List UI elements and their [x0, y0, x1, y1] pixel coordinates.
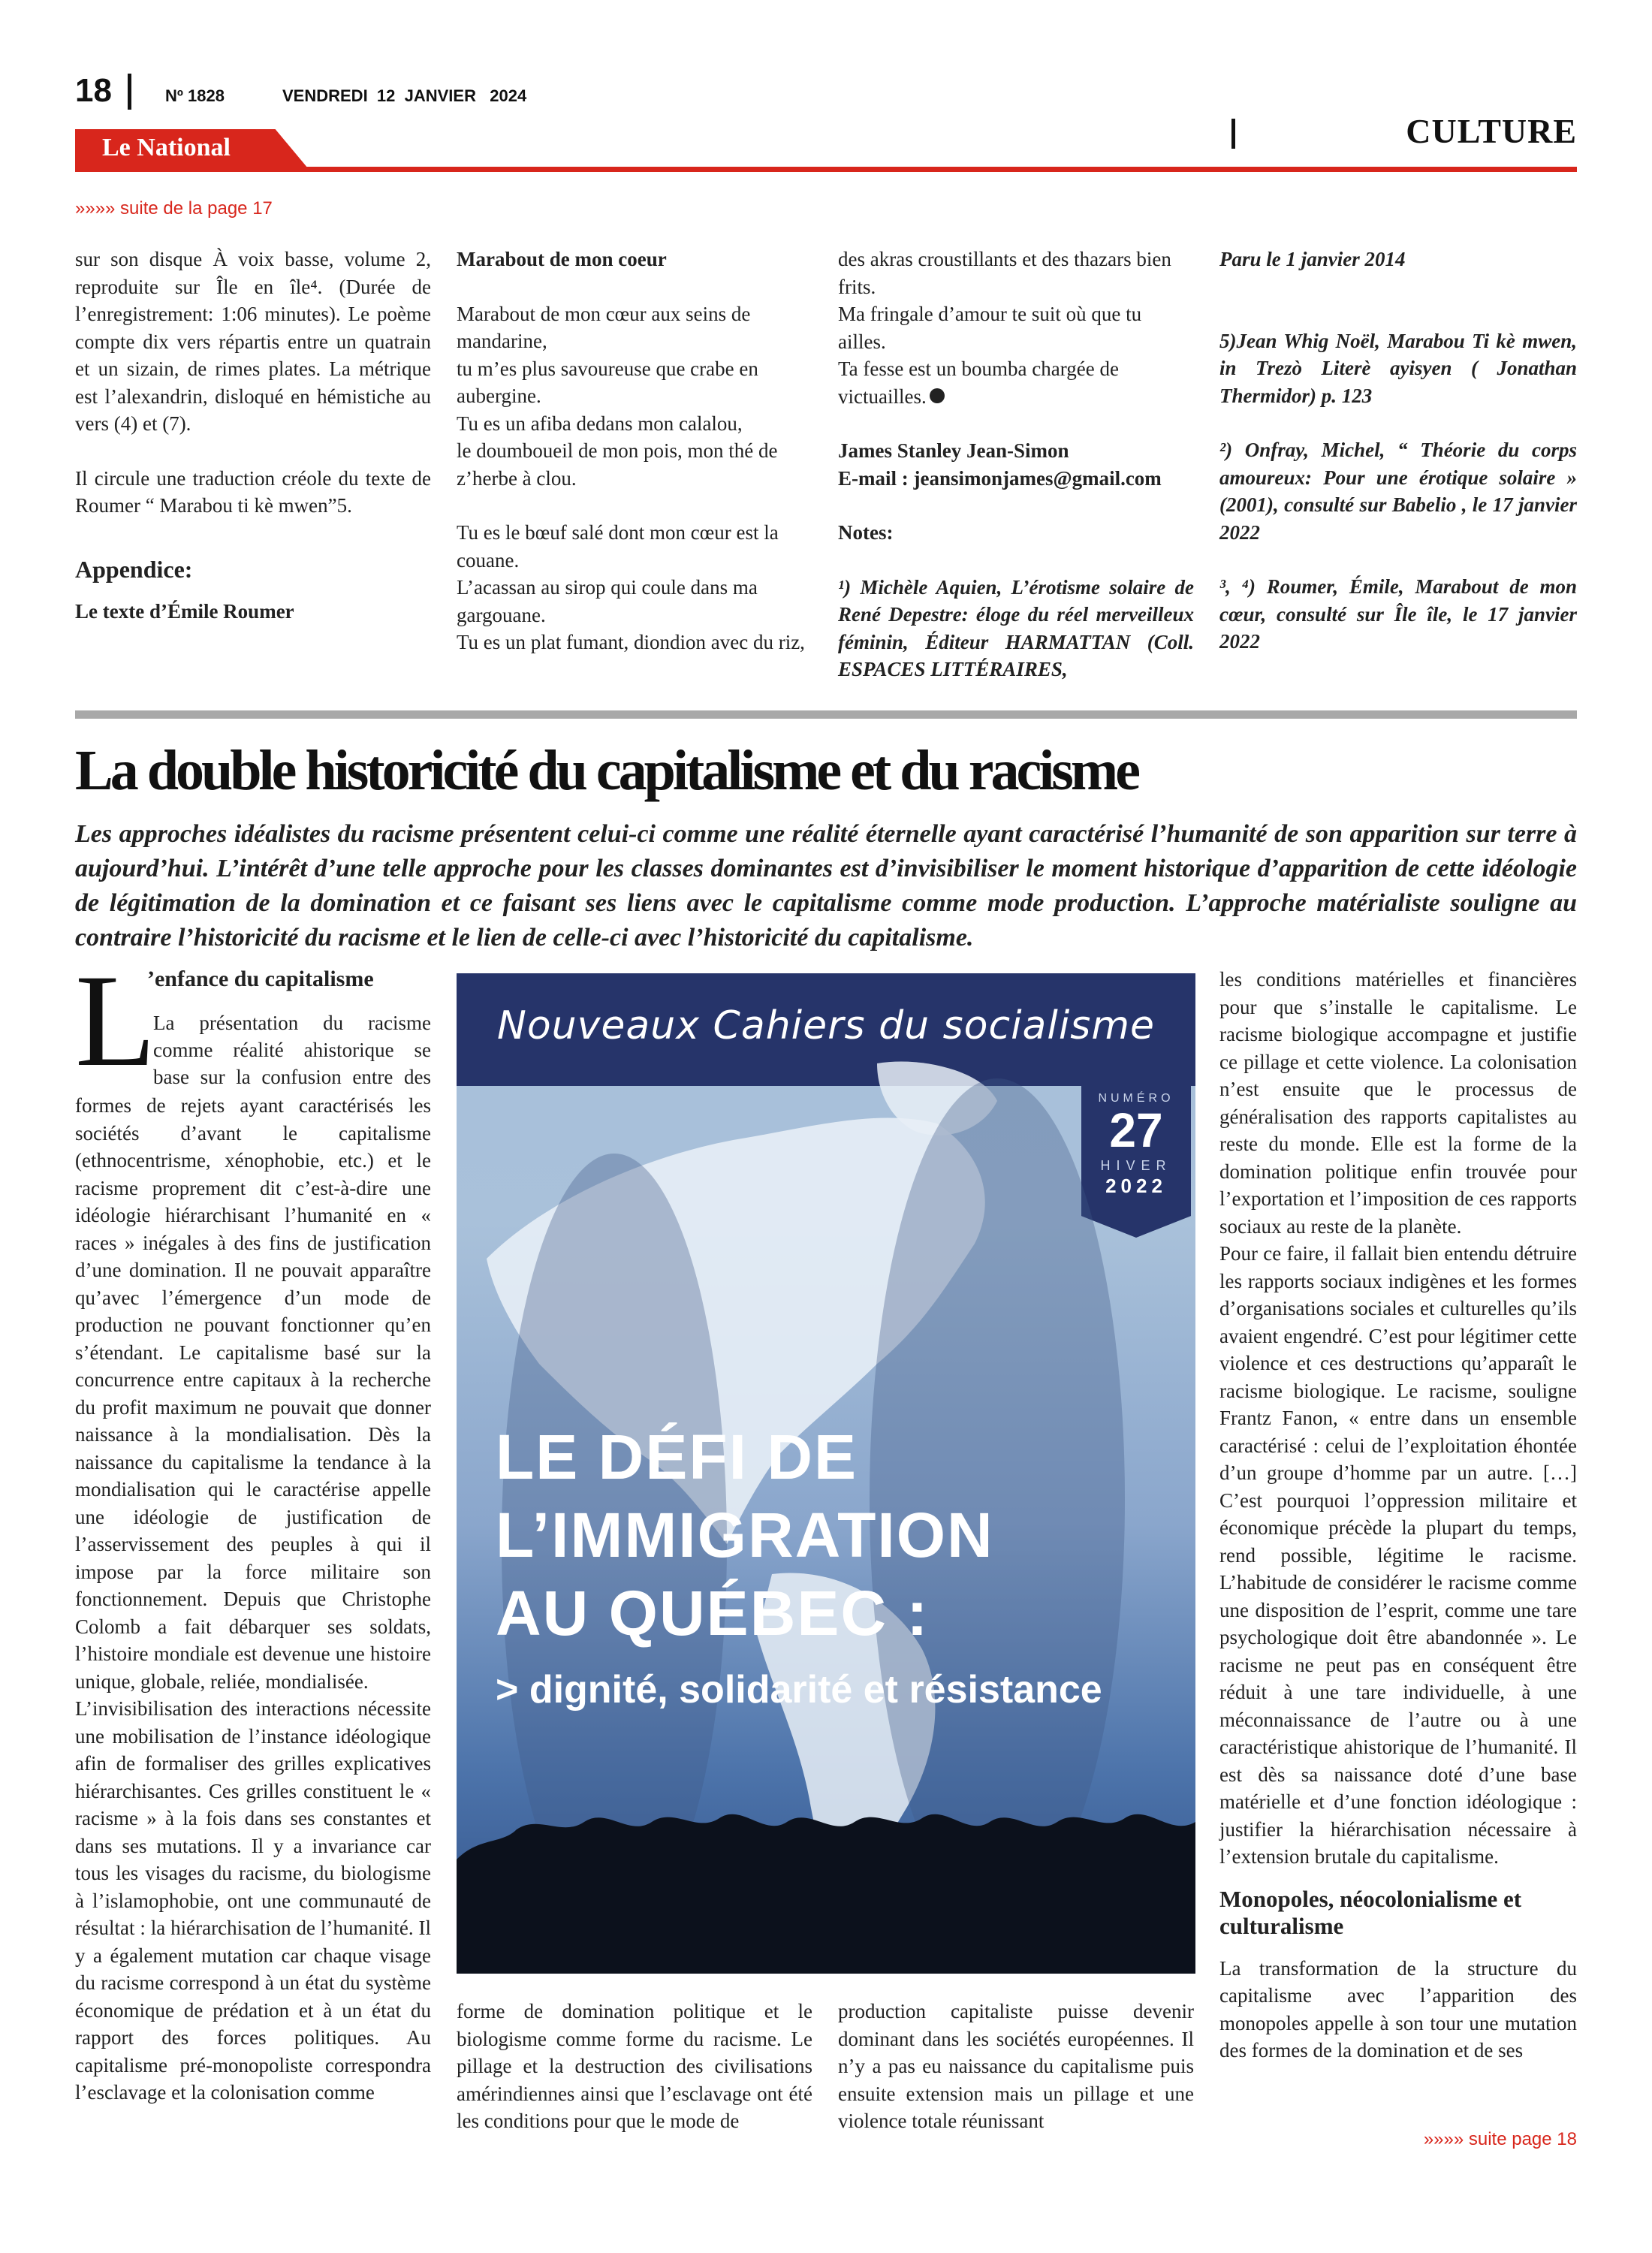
paragraph: Pour ce faire, il fallait bien entendu détruire les rapports sociaux indigènes et les formes d’organisations sociales et culturelles qu’ils avaient engendré. C’est pour légitimer cette violence et ces destructions qu’apparaît le racisme biologique. Le racisme, souligne Frantz Fanon, « entre dans un ensemble caractérisé : celui de l’exploitation éhontée d’un groupe d’homme par un autre. […] C’est pourquoi l’oppression militaire et économique précède la plupart du temps, rend possible, légitime le racisme. L’habitude de considérer le racisme comme une disposition de l’esprit, comme une tare psychologique doit être abandonnée ». Le racisme ne peut pas en conséquent être réduit à une tare individuelle, à une méconnaissance de l’autre ou à une caractéristique ahistorique de l’humanité. Il est dès sa naissance doté d’une base matérielle et d’une fonction idéologique : justifier la hiérarchisation nécessaire à l’extension brutale du capitalisme. [1219, 1242, 1577, 1868]
brand-name: Le National [102, 134, 231, 161]
cover-headline-3: AU QUÉBEC : [496, 1578, 930, 1648]
note: ³, ⁴) Roumer, Émile, Marabout de mon cœur, consulté sur Île île, le 17 janvier 2022 [1219, 575, 1577, 653]
poem-line: Tu es un plat fumant, diondion avec du riz, [457, 631, 805, 653]
note: ¹) Michèle Aquien, L’érotisme solaire de René Depestre: éloge du réel merveilleux féminin, Éditeur HARMATTAN (Coll. ESPACES LITTÉRAIRES, [838, 575, 1194, 680]
poem-line: L’acassan au sirop qui coule dans ma gargouane. [457, 576, 758, 626]
page-number: 18 [75, 72, 112, 109]
header-red-rule [75, 167, 1577, 172]
section-rule [75, 710, 1577, 719]
article-column-4 [1219, 966, 1577, 2064]
poem-line: le doumboueil de mon pois, mon thé de z’herbe à clou. [457, 439, 778, 490]
paragraph: les conditions matérielles et financières pour que s’installe le capitalisme. Le racisme biologique accompagne et justifie ce pillage et cette violence. La colonisation n’est ensuite que le processus de généralisation des rapports capitalistes au reste du monde. Elle est la forme de la domination politique enfin trouvée pour l’exportation et l’imposition de ces rapports sociaux au reste de la planète. [1219, 968, 1577, 1238]
section-name: CULTURE [1406, 112, 1577, 150]
appendix-heading: Appendice: [75, 555, 193, 583]
note: 5)Jean Whig Noël, Marabou Ti kè mwen, in Trezò Literè ayisyen ( Jonathan Thermidor) p. 123 [1219, 329, 1577, 407]
issue-number: Nº 1828 [165, 86, 225, 105]
subheading: ’enfance du capitalisme [147, 967, 374, 991]
top-column-1 [75, 246, 431, 626]
author-email[interactable]: E-mail : jeansimonjames@gmail.com [838, 466, 1162, 490]
paragraph: formes de rejets ayant caractérisés les sociétés d’avant le capitalisme (ethnocentrisme, xénophobie, etc.) et le racisme proprement dit c’est-à-dire une idéologie hiérarchisant l’humanité en « races » inégales à des fins de justification d’une domination. Il ne pouvait apparaître qu’avec l’émergence d’un mode de production ne pouvant fonctionner qu’en s’étendant. Le capitalisme basé sur la concurrence entre capitaux à la recherche du profit maximum ne pouvait que donner naissance à la mondialisation. Dès la naissance du capitalisme la tendance à la mondialisation qui le caractérise appelle une idéologie de justification de l’asservissement des peuples à qui il impose par la force militaire son fonctionnement. Depuis que Christophe Colomb a fait débarquer ses soldats, l’histoire mondiale est devenue une histoire unique, globale, reliée, mondialisée. [75, 1094, 431, 1693]
appendix-subheading: Le texte d’Émile Roumer [75, 600, 294, 623]
cover-magazine-title: Nouveaux Cahiers du socialisme [496, 1003, 1156, 1048]
cover-headline-2: L’IMMIGRATION [496, 1500, 994, 1570]
issue-date: VENDREDI 12 JANVIER 2024 [282, 86, 527, 105]
magazine-cover [457, 973, 1195, 1974]
cover-headline-1: LE DÉFI DE [496, 1422, 858, 1492]
note: Paru le 1 janvier 2014 [1219, 248, 1406, 270]
paragraph: La transformation de la structure du capitalisme avec l’apparition des monopoles appelle à son tour une mutation des formes de la domination et de ses [1219, 1956, 1577, 2061]
crowd-silhouette [457, 1814, 1195, 1974]
article-column-1 [75, 948, 431, 2107]
issue-number-badge: 27 [1109, 1103, 1163, 1157]
paragraph: sur son disque À voix basse, volume 2, reproduite sur Île en île⁴. (Durée de l’enregistrement: 1:06 minutes). Le poème compte dix vers répartis entre un quatrain et un sizain, de rimes plates. La métrique est l’alexandrin, disloqué en hémistiche au vers (4) et (7). [75, 248, 431, 435]
article-column-3 [838, 1998, 1194, 2135]
paragraph: L’invisibilisation des interactions nécessite une mobilisation de l’instance idéologique afin de formaliser des grilles explicatives hiérarchisantes. Ces grilles constituent le « racisme » à la fois dans ses constantes et dans ses mutations. Il y a invariance car tous les visages du racisme, du biologisme à l’islamophobie, ont une communauté de résultat : la hiérarchisation de l’humanité. Il y a également mutation car chaque visage du racisme correspond à un état du système économique de prédation et à un état du rapport des forces politiques. Au capitalisme pré-monopoliste correspondra l’esclavage et la colonisation comme [75, 1697, 431, 2104]
article-column-2 [457, 1998, 812, 2135]
author-name: James Stanley Jean-Simon [838, 439, 1069, 462]
issue-season: HIVER [1100, 1158, 1172, 1173]
indented-line: base sur la confusion entre des [153, 1066, 431, 1088]
cover-subheadline: > dignité, solidarité et résistance [496, 1668, 1102, 1712]
poem-line: Tu es le bœuf salé dont mon cœur est la couane. [457, 521, 779, 572]
poem-line [838, 355, 1194, 410]
end-mark-icon [930, 388, 945, 403]
indented-line: La présentation du racisme [153, 1012, 431, 1034]
indented-line: comme réalité ahistorique se [153, 1039, 431, 1061]
drop-cap: L [75, 948, 156, 1094]
note: ²) Onfray, Michel, “ Théorie du corps amoureux: Pour une érotique solaire » (2001), consulté sur Babelio , le 17 janvier 2022 [1219, 439, 1577, 544]
article-lead: Les approches idéalistes du racisme présentent celui-ci comme une réalité éternelle ayant caractérisé l’humanité de son apparition sur terre à aujourd’hui. L’intérêt d’une telle approche pour les classes dominantes est d’invisibiliser le moment historique d’apparition de cette idéologie de légitimation de la domination et ce faisant ses liens avec le capitalisme comme mode production. L’approche matérialiste souligne au contraire l’historicité du racisme et le lien de celle-ci avec l’historicité du capitalisme. [75, 820, 1577, 952]
continued-to: »»»» suite page 18 [1423, 2129, 1577, 2149]
notes-heading: Notes: [838, 521, 894, 544]
poem-line: Marabout de mon cœur aux seins de mandarine, [457, 302, 751, 352]
paragraph: Il circule une traduction créole du texte de Roumer “ Marabou ti kè mwen”5. [75, 466, 431, 517]
article-title: La double historicité du capitalisme et du racisme [75, 739, 1138, 802]
poem-line: tu m’es plus savoureuse que crabe en aubergine. [457, 357, 758, 407]
issue-label: NUMÉRO [1098, 1092, 1174, 1105]
continued-from: »»»» suite de la page 17 [75, 198, 273, 219]
poem-line-text: Ta fesse est un boumba chargée de victuailles. [838, 357, 1119, 408]
top-column-2 [457, 246, 812, 656]
paragraph: forme de domination politique et le biologisme comme forme du racisme. Le pillage et la destruction des civilisations amérindiennes ainsi que l’esclavage ont été les conditions pour que le mode de [457, 2000, 812, 2132]
poem-line: Tu es un afiba dedans mon calalou, [457, 412, 743, 435]
poem-title: Marabout de mon coeur [457, 248, 667, 270]
top-column-4 [1219, 246, 1577, 656]
poem-line: des akras croustillants et des thazars bien frits. [838, 248, 1171, 298]
subheading: Monopoles, néocolonialisme et culturalisme [1219, 1885, 1522, 1939]
section-divider [1231, 119, 1235, 149]
issue-year: 2022 [1105, 1175, 1167, 1197]
top-column-3 [838, 246, 1194, 683]
header-divider [128, 74, 131, 110]
paragraph: production capitaliste puisse devenir dominant dans les sociétés européennes. Il n’y a pas eu naissance du capitalisme puis ensuite extension mais un pillage et une violence totale réunissant [838, 2000, 1194, 2132]
poem-line: Ma fringale d’amour te suit où que tu ailles. [838, 303, 1142, 353]
